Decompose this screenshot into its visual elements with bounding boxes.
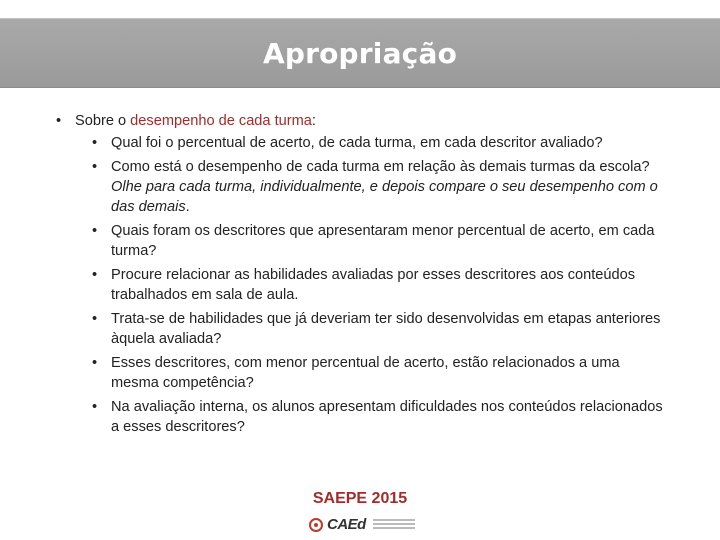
title-bar — [0, 18, 720, 88]
bullet-icon: • — [92, 223, 98, 239]
italic-note: Olhe para cada turma, individualmente, e depois compare o seu desempenho com o das demais — [111, 179, 658, 215]
bullet-icon: • — [92, 135, 98, 151]
bullet-icon: • — [92, 355, 98, 371]
caed-logo — [309, 516, 419, 536]
bullet-icon: • — [92, 311, 98, 327]
list-item: • Como está o desempenho de cada turma em relação às demais turmas da escola? Olhe para cada turma, individualmente, e depois compare o seu desempenho com o das demais. — [92, 159, 658, 215]
intro-highlight: desempenho de cada turma — [130, 113, 312, 129]
logo-tagline-lines — [373, 519, 415, 531]
footer-label: SAEPE 2015 — [312, 490, 408, 507]
main-bullet — [56, 111, 666, 437]
slide-title: Apropriação — [262, 37, 458, 70]
intro-suffix: : — [311, 113, 316, 129]
bullet-icon: • — [56, 113, 62, 129]
bullet-icon: • — [92, 399, 98, 415]
list-item: • Na avaliação interna, os alunos apresentam dificuldades nos conteúdos relacionados a esses descritores? — [92, 399, 663, 435]
list-item: • Quais foram os descritores que apresentaram menor percentual de acerto, em cada turma? — [92, 223, 655, 259]
intro-prefix: Sobre o — [75, 113, 131, 129]
slide-content — [56, 111, 666, 441]
logo-wordmark: CAEd — [327, 516, 366, 533]
sub-list — [75, 133, 666, 437]
bullet-icon: • — [92, 267, 98, 283]
logo-circle-icon — [309, 518, 323, 532]
list-item: • Procure relacionar as habilidades avaliadas por esses descritores aos conteúdos trabalhados em sala de aula. — [92, 267, 636, 303]
list-item: • Qual foi o percentual de acerto, de cada turma, em cada descritor avaliado? — [92, 135, 603, 151]
bullet-icon: • — [92, 159, 98, 175]
list-item: • Esses descritores, com menor percentual de acerto, estão relacionados a uma mesma competência? — [92, 355, 620, 391]
list-item: • Trata-se de habilidades que já deveriam ter sido desenvolvidas em etapas anteriores àquela avaliada? — [92, 311, 661, 347]
